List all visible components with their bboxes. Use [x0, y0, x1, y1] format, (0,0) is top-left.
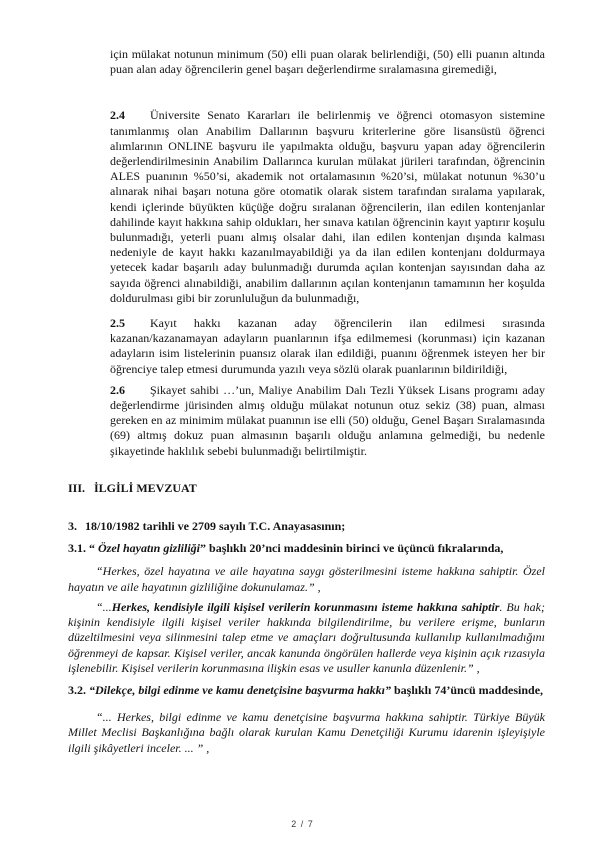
subsection-lead: 3.1. “	[68, 541, 98, 556]
quote-article-20-third	[68, 600, 545, 676]
section-heading-number: III.	[68, 480, 86, 495]
subsection-3-heading	[68, 519, 545, 534]
item-number: 2.6	[110, 382, 125, 397]
quote-article-20: “Herkes, özel hayatına ve aile hayatına saygı gösterilmesini isteme hakkına sahiptir. Özel hayatın ve aile hayatının gizliliğine dokunulamaz.” ,	[68, 564, 545, 594]
quote-emphasis: Herkes, kendisiyle ilgili kişisel verilerin korunmasını isteme hakkına sahiptir	[111, 599, 500, 614]
quote-lead: “...	[96, 599, 112, 614]
subsection-rest: başlıklı 74’üncü maddesinde,	[390, 682, 544, 697]
section-heading-ilgili-mevzuat	[68, 481, 545, 496]
item-text: Kayıt hakkı kazanan aday öğrencilerin ilan edilmesi sırasında kazanan/kazanamayan adayların puanlarının ifşa edilmemesi (korunması) için kazanan adayların isim listelerinin puansız olarak ilan edildiği, puanını öğrenmek isteyen her bir öğrenciye talep etmesi durumunda yazılı veya sözlü olarak puanlarının bildirildiği,	[110, 316, 545, 376]
list-item-2-4	[110, 108, 545, 306]
section-heading-title: İLGİLİ MEVZUAT	[94, 480, 197, 495]
quote-rest: . Bu hak; kişinin kendisiyle ilgili kişisel veriler hakkında bilgilendirilme, bu verilere erişme, bunların düzeltilmesini veya silinmesini talep etme ve amaçları doğrultusunda kullanılıp kullanılmadığını öğrenmeyi de kapsar. Kişisel veriler, ancak kanunda öngörülen hallerde veya kişinin açık rızasıyla işlenebilir. Kişisel verilerin korunmasına ilişkin esas ve usuller kanunla düzenlenir.” ,	[68, 599, 545, 675]
page-number: 2 / 7	[291, 819, 314, 829]
subsection-lead: 3.2.	[68, 682, 89, 697]
item-number: 2.4	[110, 108, 125, 123]
subsection-rest: ” başlıklı 20’nci maddesinin birinci ve üçüncü fıkralarında,	[200, 541, 504, 556]
item-number: 2.5	[110, 316, 125, 331]
list-item-2-5	[110, 316, 545, 377]
item-text: Üniversite Senato Kararları ile belirlenmiş ve öğrenci otomasyon sistemine tanımlanmış olan Anabilim Dallarının başvuru kriterlerine göre lisansüstü öğrenci alımlarının ONLINE başvuru ile yapılmakta olduğu, başvuru yapan aday öğrencilerin değerlendirilmesinin Anabilim Dallarınca kurulan mülakat jürileri tarafından, öğrencinin ALES puanının %50’si, akademik not ortalamasının %20’si, mülakat notunun %30’u alınarak nihai başarı notuna göre otomatik olarak sistem tarafından sıralama yapılarak, kendi içlerinde büyükten küçüğe doğru sıralanan öğrencilerin, ilan edilen kontenjanlar dahilinde kayıt hakkına sahip oldukları, her sınava katılan öğrencinin kayıt yaptırır koşulu bulunmadığı, yeterli puanı almış olsalar dahi, ilan edilen kontenjan dışında kalması nedeniyle de kayıt hakkı kazanılmayabildiği ya da ilan edilen kontenjanı doldurmaya yetecek kadar başarılı aday bulunmadığı durumda açılan kontenjan sayısından daha az sayıda öğrenci alınabildiği, anabilim dallarının açılan kontenjanın tamamının her koşulda doldurulması gibi bir zorunluluğun da bulunmadığı,	[110, 108, 545, 305]
article-title: “Dilekçe, bilgi edinme ve kamu denetçisine başvurma hakkı”	[89, 682, 391, 697]
subsection-3-1-heading	[68, 541, 545, 556]
subsection-number: 3.	[68, 519, 77, 534]
article-title: Özel hayatın gizliliği	[98, 541, 201, 556]
list-item-2-6	[110, 383, 545, 459]
subsection-3-2-heading	[68, 683, 545, 698]
paragraph-intro: için mülakat notunun minimum (50) elli puan olarak belirlendiği, (50) elli puanın altında puan alan aday öğrencilerin genel başarı değerlendirme sıralamasına giremediği,	[110, 47, 545, 77]
subsection-text: 18/10/1982 tarihli ve 2709 sayılı T.C. Anayasasının;	[85, 519, 346, 534]
quote-article-74: “... Herkes, bilgi edinme ve kamu denetçisine başvurma hakkına sahiptir. Türkiye Büyük Millet Meclisi Başkanlığına bağlı olarak kurulan Kamu Denetçiliği Kurumu idarenin işleyişiyle ilgili şikâyetleri inceler. ... ” ,	[68, 710, 545, 755]
item-text: Şikayet sahibi …’un, Maliye Anabilim Dalı Tezli Yüksek Lisans programı aday değerlendirme jürisinden almış olduğu mülakat notunun otuz sekiz (38) puan, alması gereken en az minimim mülakat puanının ise elli (50) olduğu, Genel Başarı Sıralamasında (69) altmış dokuz puan almasının başarılı olduğu anlamına gelmediği, bu nedenle şikayetinde haklılık sebebi bulunmadığı belirtilmiştir.	[110, 382, 545, 458]
